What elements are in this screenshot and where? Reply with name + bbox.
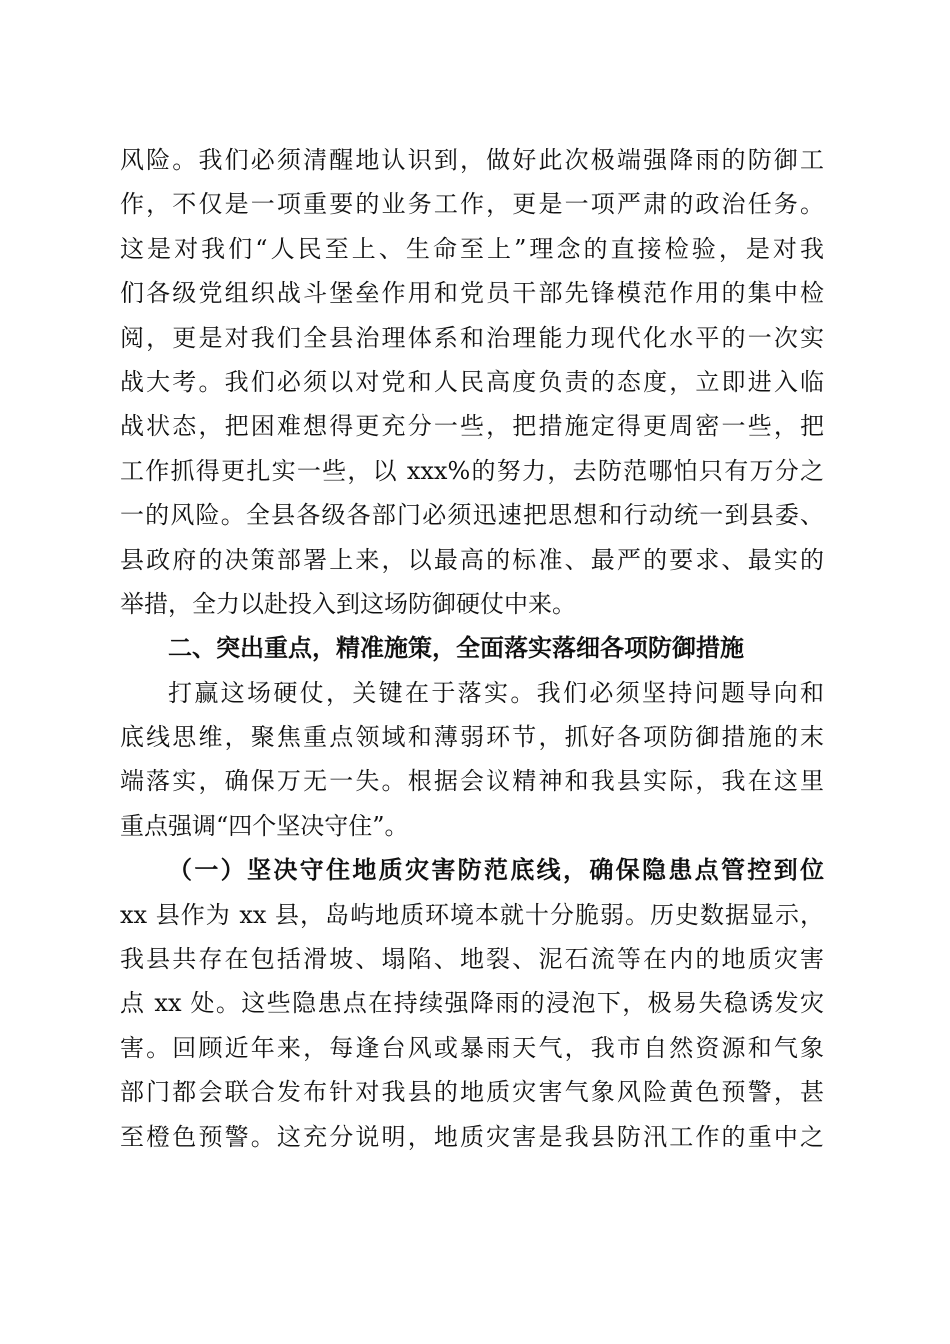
text-line: xx 县作为 xx 县，岛屿地质环境本就十分脆弱。历史数据显示， xyxy=(120,900,824,929)
text-line: 一的风险。全县各级各部门必须迅速把思想和行动统一到县委、 xyxy=(120,501,824,530)
text-line: 端落实，确保万无一失。根据会议精神和我县实际，我在这里 xyxy=(120,767,824,796)
text-line: 们各级党组织战斗堡垒作用和党员干部先锋模范作用的集中检 xyxy=(120,279,824,308)
text-line: 底线思维，聚焦重点领域和薄弱环节，抓好各项防御措施的末 xyxy=(120,723,824,752)
text-line: 战状态，把困难想得更充分一些，把措施定得更周密一些，把 xyxy=(120,412,824,441)
document-body xyxy=(120,138,824,1159)
paragraph-risk-awareness xyxy=(120,138,824,626)
text-line: 至橙色预警。这充分说明，地质灾害是我县防汛工作的重中之 xyxy=(120,1122,824,1151)
text-line: 这是对我们“人民至上、生命至上”理念的直接检验，是对我 xyxy=(120,234,824,263)
text-line: 重点强调“四个坚决守住”。 xyxy=(120,811,409,840)
text-line: 部门都会联合发布针对我县的地质灾害气象风险黄色预警，甚 xyxy=(120,1078,824,1107)
subsection-heading: （一）坚决守住地质灾害防范底线，确保隐患点管控到位 xyxy=(168,855,824,885)
text-line: 作，不仅是一项重要的业务工作，更是一项严肃的政治任务。 xyxy=(120,190,824,219)
paragraph-geological-hazards xyxy=(120,893,824,1159)
paragraph-implementation xyxy=(120,671,824,849)
text-line: 害。回顾近年来，每逢台风或暴雨天气，我市自然资源和气象 xyxy=(120,1033,824,1062)
section-heading: 二、突出重点，精准施策，全面落实落细各项防御措施 xyxy=(168,634,744,663)
text-line: 县政府的决策部署上来，以最高的标准、最严的要求、最实的 xyxy=(120,545,824,574)
text-line: 工作抓得更扎实一些，以 xxx%的努力，去防范哪怕只有万分之 xyxy=(120,456,824,485)
text-line: 阅，更是对我们全县治理体系和治理能力现代化水平的一次实 xyxy=(120,323,824,352)
text-line: 我县共存在包括滑坡、塌陷、地裂、泥石流等在内的地质灾害 xyxy=(120,945,824,974)
text-line: 打赢这场硬仗，关键在于落实。我们必须坚持问题导向和 xyxy=(168,678,824,707)
text-line: 风险。我们必须清醒地认识到，做好此次极端强降雨的防御工 xyxy=(120,146,824,174)
text-line: 举措，全力以赴投入到这场防御硬仗中来。 xyxy=(120,589,576,618)
text-line: 战大考。我们必须以对党和人民高度负责的态度，立即进入临 xyxy=(120,367,824,396)
text-line: 点 xx 处。这些隐患点在持续强降雨的浸泡下，极易失稳诱发灾 xyxy=(120,989,824,1018)
